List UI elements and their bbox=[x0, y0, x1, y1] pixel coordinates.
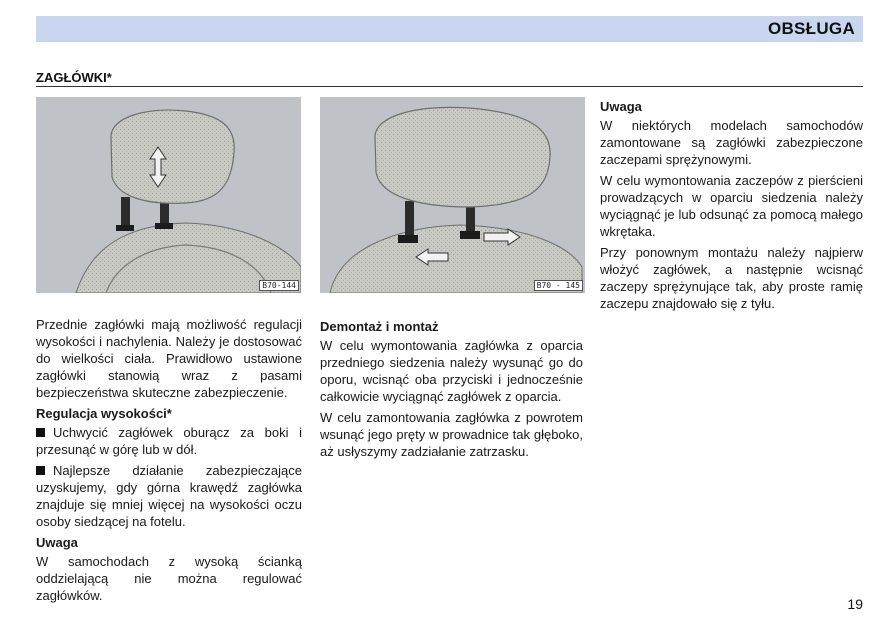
note-heading: Uwaga bbox=[600, 99, 642, 114]
middle-column bbox=[320, 316, 583, 464]
header-title: OBSŁUGA bbox=[760, 16, 863, 42]
bullet-item bbox=[36, 462, 302, 530]
bullet-text: Najlepsze działanie zabezpieczające uzyskujemy, gdy górna krawędź zagłówka znajduje się mniej więcej na wysokości oczu osoby siedzącej na fotelu. bbox=[36, 463, 302, 529]
section-title: ZAGŁÓWKI* bbox=[36, 70, 112, 85]
figure-headrest-height bbox=[36, 97, 301, 293]
installation-paragraph: W celu zamontowania zagłówka z powrotem wsunąć jego pręty w prowadnice tak głęboko, aż usłyszymy zadziałanie zatrzasku. bbox=[320, 410, 583, 459]
note-heading: Uwaga bbox=[36, 535, 78, 550]
square-bullet-icon bbox=[36, 466, 45, 475]
right-column bbox=[600, 96, 863, 316]
headrest-height-illustration bbox=[36, 97, 301, 293]
note-paragraph: Przy ponownym montażu należy najpierw włożyć zagłówek, a następnie wcisnąć zaczepy sprężynujące tak, aby proste ramię zaczepu znajdowało się z tyłu. bbox=[600, 245, 863, 311]
removal-heading: Demontaż i montaż bbox=[320, 319, 439, 334]
regulation-heading: Regulacja wysokości* bbox=[36, 406, 172, 421]
figure-label: B70 - 145 bbox=[534, 280, 583, 291]
header-bar bbox=[36, 16, 863, 42]
removal-paragraph: W celu wymontowania zagłówka z oparcia przedniego siedzenia należy wysunąć go do oporu, wcisnąć oba przyciski i jednocześnie całkowicie wyciągnąć zagłówek z oparcia. bbox=[320, 338, 583, 404]
intro-paragraph: Przednie zagłówki mają możliwość regulacji wysokości i nachylenia. Należy je dostosować do wielkości ciała. Prawidłowo ustawione zagłówki stanowią wraz z pasami bezpieczeństwa skuteczne zabezpieczenie. bbox=[36, 317, 302, 400]
page-number: 19 bbox=[847, 596, 863, 612]
bullet-item bbox=[36, 424, 302, 458]
note-paragraph: W niektórych modelach samochodów zamontowane są zagłówki zabezpieczone zaczepami sprężynowymi. bbox=[600, 118, 863, 167]
bullet-text: Uchwycić zagłówek oburącz za boki i przesunąć w górę lub w dół. bbox=[36, 425, 302, 457]
square-bullet-icon bbox=[36, 428, 45, 437]
headrest-removal-illustration bbox=[320, 97, 585, 293]
figure-label: B70-144 bbox=[259, 280, 299, 291]
figure-headrest-removal bbox=[320, 97, 585, 293]
note-text: W samochodach z wysoką ścianką oddzielającą nie można regulować zagłówków. bbox=[36, 554, 302, 603]
left-column bbox=[36, 316, 302, 608]
note-paragraph: W celu wymontowania zaczepów z pierścieni prowadzących w oparciu siedzenia należy wyciągnąć je lub odsunąć za pomocą małego wkrętaka. bbox=[600, 173, 863, 239]
